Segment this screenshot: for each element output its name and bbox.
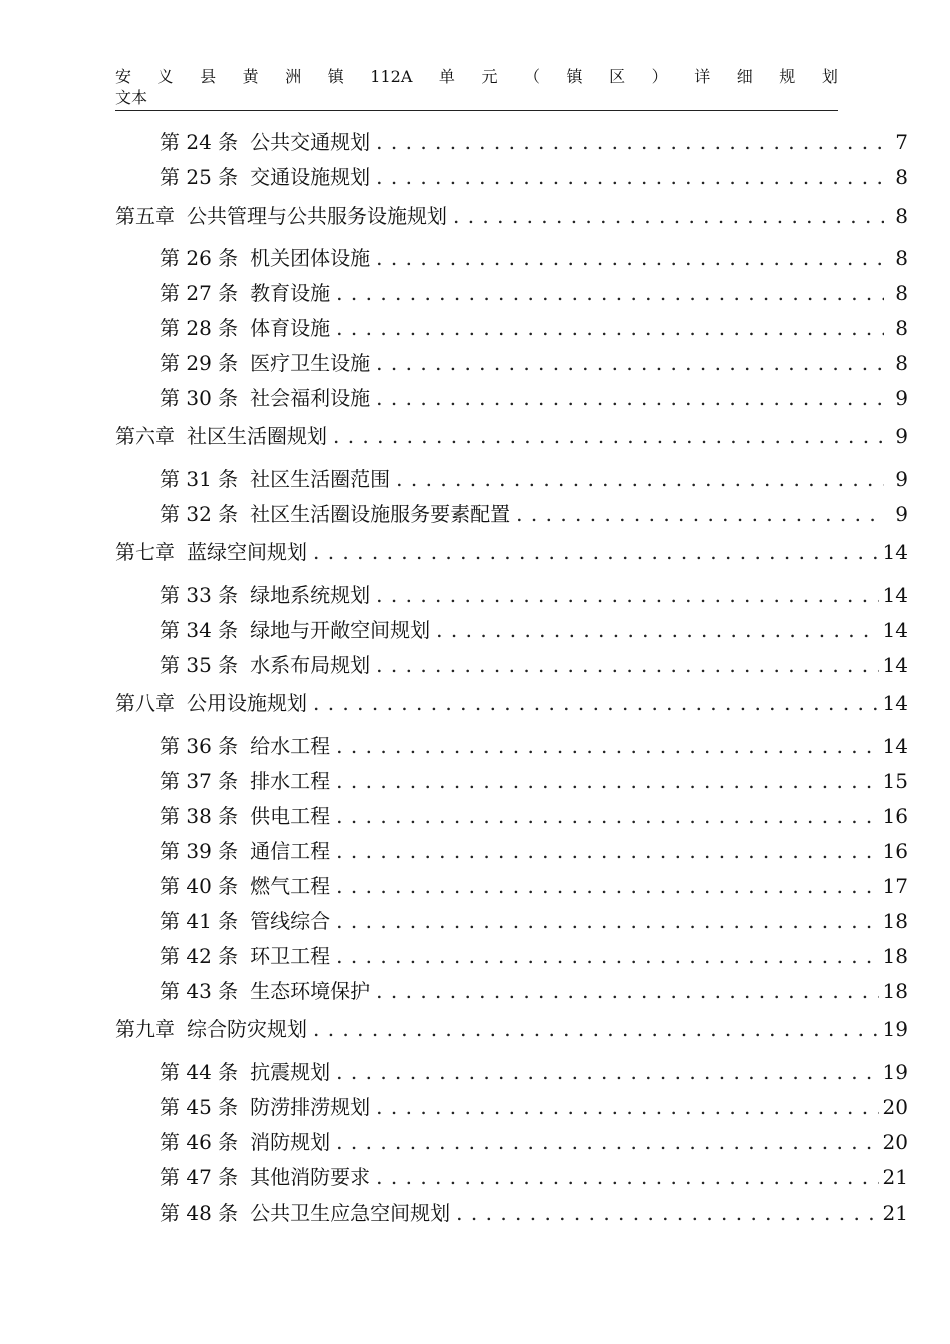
- toc-entry-title: 社会福利设施: [250, 386, 371, 410]
- toc-article-entry[interactable]: [160, 163, 908, 191]
- toc-article-entry[interactable]: [160, 837, 908, 865]
- toc-entry-number: 第 44 条: [160, 1060, 239, 1084]
- toc-dot-leader: [336, 1058, 878, 1086]
- toc-entry-title: 教育设施: [250, 281, 331, 305]
- toc-dot-leader: [336, 872, 878, 900]
- toc-entry-number: 第 33 条: [160, 583, 239, 607]
- toc-entry-number: 第 28 条: [160, 316, 239, 340]
- toc-entry-number: 第七章: [115, 540, 175, 564]
- header-char: 县: [200, 67, 217, 86]
- toc-entry-number: 第 35 条: [160, 653, 239, 677]
- toc-dot-leader: [336, 732, 878, 760]
- toc-entry-number: 第 30 条: [160, 386, 239, 410]
- toc-page-number: 8: [895, 351, 908, 375]
- toc-entry-number: 第 48 条: [160, 1201, 239, 1225]
- header-char: 112A: [370, 67, 413, 86]
- toc-page-number: 14: [882, 618, 908, 642]
- toc-page-number: 14: [882, 653, 908, 677]
- toc-entry-number: 第九章: [115, 1017, 175, 1041]
- header-subtitle: 文本: [115, 88, 148, 107]
- header-char: 单: [438, 67, 455, 86]
- toc-article-entry[interactable]: [160, 616, 908, 644]
- toc-dot-leader: [313, 689, 879, 717]
- header-char: 详: [694, 67, 711, 86]
- toc-entry-title: 给水工程: [250, 734, 331, 758]
- toc-page-number: 14: [882, 583, 908, 607]
- toc-entry-title: 消防规划: [250, 1130, 331, 1154]
- toc-page-number: 8: [895, 165, 908, 189]
- header-char: 划: [821, 67, 838, 86]
- toc-article-entry[interactable]: [160, 279, 908, 307]
- toc-dot-leader: [336, 907, 878, 935]
- toc-article-entry[interactable]: [160, 314, 908, 342]
- header-char: （: [524, 67, 541, 86]
- header-char: 镇: [327, 67, 344, 86]
- toc-entry-title: 社区生活圈设施服务要素配置: [250, 502, 511, 526]
- toc-dot-leader: [376, 651, 878, 679]
- toc-entry-number: 第 25 条: [160, 165, 239, 189]
- toc-entry-title: 供电工程: [250, 804, 331, 828]
- toc-article-entry[interactable]: [160, 767, 908, 795]
- toc-page-number: 18: [882, 909, 908, 933]
- toc-entry-title: 体育设施: [250, 316, 331, 340]
- toc-dot-leader: [376, 349, 884, 377]
- toc-entry-title: 绿地与开敞空间规划: [250, 618, 431, 642]
- toc-article-entry[interactable]: [160, 349, 908, 377]
- toc-page-number: 14: [882, 734, 908, 758]
- toc-chapter-entry[interactable]: [115, 202, 908, 230]
- toc-entry-title: 公共卫生应急空间规划: [250, 1201, 451, 1225]
- toc-entry-number: 第五章: [115, 204, 175, 228]
- toc-dot-leader: [336, 1128, 878, 1156]
- toc-dot-leader: [336, 314, 884, 342]
- toc-page-number: 17: [882, 874, 908, 898]
- toc-entry-number: 第 40 条: [160, 874, 239, 898]
- toc-article-entry[interactable]: [160, 907, 908, 935]
- header-char: 细: [736, 67, 753, 86]
- toc-entry-title: 综合防灾规划: [187, 1017, 307, 1041]
- toc-entry-number: 第八章: [115, 691, 175, 715]
- toc-page-number: 8: [895, 246, 908, 270]
- toc-article-entry[interactable]: [160, 1058, 908, 1086]
- toc-entry-title: 公共交通规划: [250, 130, 371, 154]
- toc-page-number: 9: [895, 467, 908, 491]
- toc-entry-number: 第 41 条: [160, 909, 239, 933]
- toc-entry-number: 第 37 条: [160, 769, 239, 793]
- toc-page-number: 15: [882, 769, 908, 793]
- toc-page-number: 8: [895, 204, 908, 228]
- toc-entry-number: 第 46 条: [160, 1130, 239, 1154]
- header-char: 洲: [285, 67, 302, 86]
- toc-article-entry[interactable]: [160, 1093, 908, 1121]
- toc-entry-title: 公用设施规划: [187, 691, 307, 715]
- toc-dot-leader: [376, 163, 884, 191]
- header-char: 安: [115, 67, 132, 86]
- header-char: 镇: [566, 67, 583, 86]
- toc-article-entry[interactable]: [160, 732, 908, 760]
- toc-entry-title: 公共管理与公共服务设施规划: [187, 204, 447, 228]
- toc-page-number: 14: [882, 691, 908, 715]
- toc-dot-leader: [376, 384, 884, 412]
- toc-entry-title: 燃气工程: [250, 874, 331, 898]
- toc-page-number: 18: [882, 979, 908, 1003]
- toc-entry-title: 医疗卫生设施: [250, 351, 371, 375]
- toc-dot-leader: [516, 500, 884, 528]
- toc-dot-leader: [376, 1093, 878, 1121]
- toc-article-entry[interactable]: [160, 500, 908, 528]
- toc-entry-number: 第 24 条: [160, 130, 239, 154]
- toc-dot-leader: [313, 1015, 879, 1043]
- toc-entry-title: 防涝排涝规划: [250, 1095, 371, 1119]
- toc-entry-number: 第 29 条: [160, 351, 239, 375]
- header-char: 义: [157, 67, 174, 86]
- toc-article-entry[interactable]: [160, 651, 908, 679]
- toc-entry-title: 环卫工程: [250, 944, 331, 968]
- toc-page-number: 9: [895, 386, 908, 410]
- toc-article-entry[interactable]: [160, 128, 908, 156]
- toc-dot-leader: [336, 837, 878, 865]
- toc-entry-title: 蓝绿空间规划: [187, 540, 307, 564]
- toc-chapter-entry[interactable]: [115, 422, 908, 450]
- toc-entry-title: 水系布局规划: [250, 653, 371, 677]
- toc-entry-number: 第 47 条: [160, 1165, 239, 1189]
- toc-page-number: 21: [882, 1201, 908, 1225]
- toc-page-number: 20: [882, 1095, 908, 1119]
- toc-dot-leader: [376, 1163, 878, 1191]
- toc-article-entry[interactable]: [160, 872, 908, 900]
- toc-entry-number: 第 45 条: [160, 1095, 239, 1119]
- toc-chapter-entry[interactable]: [115, 689, 908, 717]
- toc-page-number: 16: [882, 839, 908, 863]
- toc-dot-leader: [376, 244, 884, 272]
- toc-dot-leader: [336, 942, 878, 970]
- toc-entry-number: 第 34 条: [160, 618, 239, 642]
- toc-page-number: 18: [882, 944, 908, 968]
- toc-dot-leader: [376, 581, 878, 609]
- header-char: 元: [481, 67, 498, 86]
- toc-dot-leader: [376, 128, 884, 156]
- toc-entry-number: 第 27 条: [160, 281, 239, 305]
- toc-article-entry[interactable]: [160, 1199, 908, 1227]
- toc-dot-leader: [336, 279, 884, 307]
- toc-chapter-entry[interactable]: [115, 538, 908, 566]
- toc-entry-title: 通信工程: [250, 839, 331, 863]
- toc-entry-title: 排水工程: [250, 769, 331, 793]
- toc-page-number: 19: [882, 1060, 908, 1084]
- toc-article-entry[interactable]: [160, 581, 908, 609]
- toc-dot-leader: [396, 465, 884, 493]
- toc-page-number: 20: [882, 1130, 908, 1154]
- toc-page-number: 8: [895, 281, 908, 305]
- toc-page-number: 21: [882, 1165, 908, 1189]
- header-char: 规: [779, 67, 796, 86]
- toc-page-number: 14: [882, 540, 908, 564]
- toc-article-entry[interactable]: [160, 1163, 908, 1191]
- header-char: 黄: [242, 67, 259, 86]
- toc-entry-title: 社区生活圈规划: [187, 424, 327, 448]
- toc-dot-leader: [436, 616, 878, 644]
- toc-dot-leader: [453, 202, 884, 230]
- toc-entry-number: 第 43 条: [160, 979, 239, 1003]
- header-char: 区: [609, 67, 626, 86]
- toc-article-entry[interactable]: [160, 1128, 908, 1156]
- toc-entry-title: 机关团体设施: [250, 246, 371, 270]
- toc-dot-leader: [376, 977, 878, 1005]
- toc-chapter-entry[interactable]: [115, 1015, 908, 1043]
- toc-entry-title: 交通设施规划: [250, 165, 371, 189]
- toc-entry-number: 第 38 条: [160, 804, 239, 828]
- toc-entry-number: 第 26 条: [160, 246, 239, 270]
- toc-entry-number: 第 36 条: [160, 734, 239, 758]
- toc-entry-title: 生态环境保护: [250, 979, 371, 1003]
- toc-dot-leader: [313, 538, 879, 566]
- toc-article-entry[interactable]: [160, 802, 908, 830]
- toc-dot-leader: [456, 1199, 878, 1227]
- toc-page-number: 8: [895, 316, 908, 340]
- toc-page-number: 9: [895, 424, 908, 448]
- toc-page-number: 9: [895, 502, 908, 526]
- toc-entry-title: 社区生活圈范围: [250, 467, 391, 491]
- toc-page-number: 16: [882, 804, 908, 828]
- toc-entry-title: 抗震规划: [250, 1060, 331, 1084]
- toc-page-number: 19: [882, 1017, 908, 1041]
- toc-entry-number: 第 42 条: [160, 944, 239, 968]
- toc-article-entry[interactable]: [160, 465, 908, 493]
- toc-entry-number: 第 39 条: [160, 839, 239, 863]
- toc-entry-number: 第 32 条: [160, 502, 239, 526]
- toc-dot-leader: [333, 422, 884, 450]
- toc-dot-leader: [336, 802, 878, 830]
- toc-page-number: 7: [895, 130, 908, 154]
- toc-entry-title: 绿地系统规划: [250, 583, 371, 607]
- toc-entry-number: 第六章: [115, 424, 175, 448]
- toc-entry-title: 其他消防要求: [250, 1165, 371, 1189]
- toc-article-entry[interactable]: [160, 384, 908, 412]
- toc-entry-title: 管线综合: [250, 909, 331, 933]
- toc-dot-leader: [336, 767, 878, 795]
- header-char: ）: [651, 67, 668, 86]
- toc-entry-number: 第 31 条: [160, 467, 239, 491]
- toc-article-entry[interactable]: [160, 244, 908, 272]
- toc-article-entry[interactable]: [160, 942, 908, 970]
- toc-article-entry[interactable]: [160, 977, 908, 1005]
